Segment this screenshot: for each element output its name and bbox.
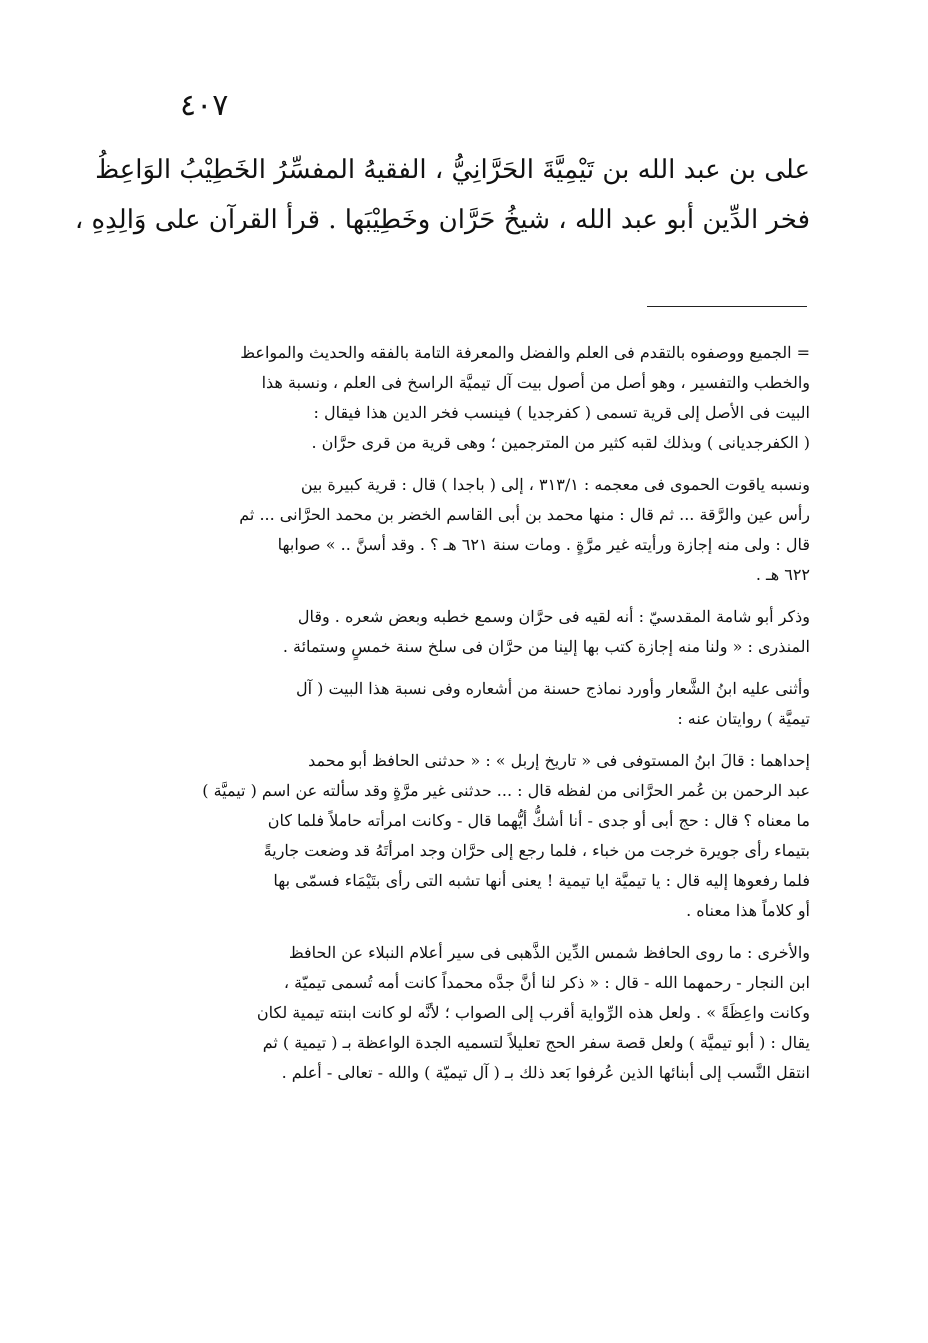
footnote-line: ما معناه ؟ قال : حج أبى أو جدى - أنا أشكُّ أيُّهما قال - وكانت امرأته حاملاً فلما كان — [267, 811, 810, 830]
footnote-line: رأس عين والرَّقة ... ثم قال : منها محمد بن أبى القاسم الخضر بن محمد الحرَّانى ... ثم — [239, 505, 810, 524]
footnote-paragraph — [140, 470, 810, 590]
footnote-line: وأثنى عليه ابنُ الشَّعار وأورد نماذج حسنة من أشعاره وفى نسبة هذا البيت ( آل — [295, 679, 810, 698]
footnote-line: إحداهما : قالَ ابنُ المستوفى فى « تاريخ إربل » : « حدثنى الحافظ أبو محمد — [308, 751, 810, 770]
main-text — [74, 150, 810, 250]
main-text-line: على بن عبد الله بن تَيْمِيَّةَ الحَرَّانِيُّ ، الفقيهُ المفسِّرُ الخَطِيْبُ الوَاعِظُ — [95, 155, 810, 185]
page-number: ٤٠٧ — [180, 88, 229, 123]
footnote-line: بتيماء رأى جويرة خرجت من خباء ، فلما رجع إلى حرَّان وجد امرأتَهُ قد وضعت جاريةً — [263, 841, 810, 860]
footnote-paragraph — [140, 602, 810, 662]
footnote-line: والأخرى : ما روى الحافظ شمس الدِّين الذَّهبى فى سير أعلام النبلاء عن الحافظ — [288, 943, 810, 962]
footnote-line: يقال : ( أبو تيميَّة ) ولعل قصة سفر الحج تعليلاً لتسميه الجدة الواعظة بـ ( تيمية ) ثم — [262, 1033, 810, 1052]
footnote-paragraph — [140, 746, 810, 926]
footnote-line: ٦٢٢ هـ . — [755, 565, 810, 584]
main-text-line: فخر الدِّين أبو عبد الله ، شيخُ حَرَّان وخَطِيْبَها . قرأ القرآن على وَالِدِهِ ، — [74, 205, 810, 235]
footnote-line: أو كلاماً هذا معناه . — [686, 901, 810, 920]
footnote-line: = الجميع ووصفوه بالتقدم فى العلم والفضل والمعرفة التامة بالفقه والحديث والمواعظ — [240, 343, 810, 362]
footnotes — [140, 338, 810, 1100]
footnote-line: تيميَّة ) روايتان عنه : — [677, 709, 810, 728]
footnote-line: البيت فى الأصل إلى قرية تسمى ( كفرجديا ) فينسب فخر الدين هذا فيقال : — [313, 403, 810, 422]
footnote-line: عبد الرحمن بن عُمر الحرَّانى من لفظه قال : ... حدثنى غير مرَّةٍ وقد سألته عن اسم ( تيميَّة ) — [202, 781, 810, 800]
footnote-line: ( الكفرجديانى ) وبذلك لقبه كثير من المترجمين ؛ وهى قرية من قرى حرَّان . — [311, 433, 810, 452]
footnote-line: قال : ولى منه إجازة ورأيته غير مرَّةٍ . ومات سنة ٦٢١ هـ ؟ . وقد أسنَّ .. » صوابها — [277, 535, 810, 554]
footnote-paragraph — [140, 674, 810, 734]
footnote-line: وكانت واعِظَةً » . ولعل هذه الرِّواية أقرب إلى الصواب ؛ لأنَّه لو كانت ابنته تيمية لكان — [256, 1003, 810, 1022]
footnote-line: ونسبه ياقوت الحموى فى معجمه : ٣١٣/١ ، إلى ( باجدا ) قال : قرية كبيرة بين — [300, 475, 810, 494]
footnote-paragraph — [140, 938, 810, 1088]
footnote-line: فلما رفعوها إليه قال : يا تيميَّة ايا تيمية ! يعنى أنها تشبه التى رأى بتَيْمَاء فسمّى بها — [273, 871, 810, 890]
footnote-line: ابن النجار - رحمهما الله - قال : « ذكر لنا أنَّ جدَّه محمداً كانت أمه تُسمى تيميّة ، — [283, 973, 810, 992]
footnote-paragraph — [140, 338, 810, 458]
footnote-line: والخطب والتفسير ، وهو أصل من أصول بيت آل تيميَّة الراسخ فى العلم ، ونسبة هذا — [261, 373, 810, 392]
footnote-separator — [647, 306, 807, 307]
footnote-line: وذكر أبو شامة المقدسيّ : أنه لقيه فى حرَّان وسمع خطبه وبعض شعره . وقال — [297, 607, 810, 626]
footnote-line: المنذرى : « ولنا منه إجازة كتب بها إلينا من حرَّان فى سلخ سنة خمسٍ وستمائة . — [282, 637, 810, 656]
footnote-line: انتقل النَّسب إلى أبنائها الذين عُرفوا بَعد ذلك بـ ( آل تيميّة ) والله - تعالى - أعلم . — [281, 1063, 810, 1082]
